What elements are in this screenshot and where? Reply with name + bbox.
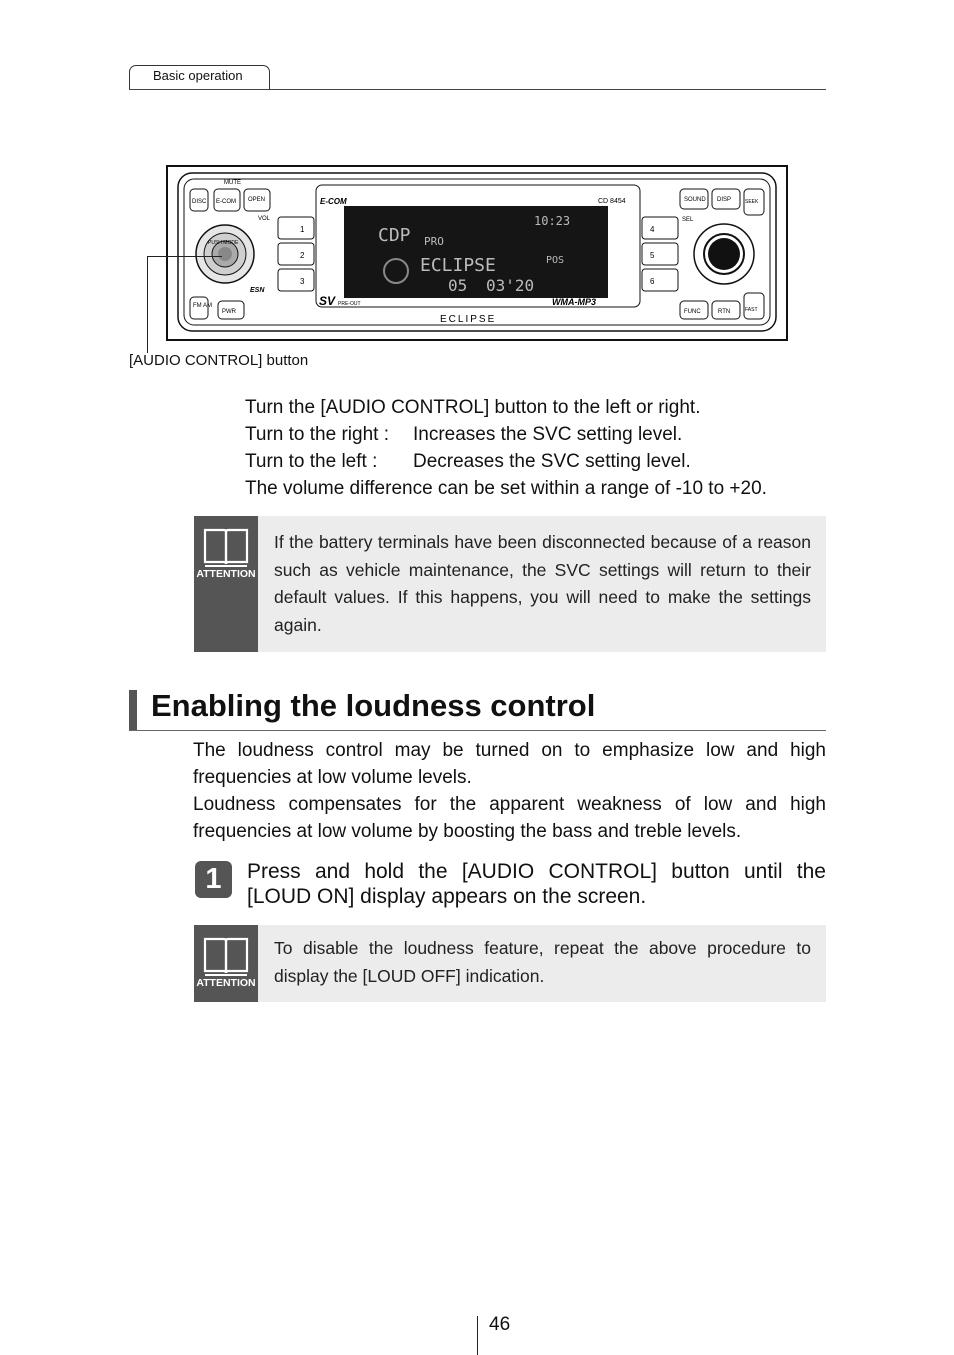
- heading-bar: [129, 690, 137, 730]
- callout-leader-line: [147, 256, 222, 257]
- attention-text-2: To disable the loudness feature, repeat the above procedure to display the [LOUD OFF] indication.: [274, 938, 811, 986]
- preset-5: 5: [650, 251, 655, 260]
- section-tab: Basic operation: [129, 65, 270, 89]
- display-title: ECLIPSE: [420, 255, 496, 276]
- preset-buttons-right: [642, 217, 678, 291]
- instruction-left: [245, 448, 691, 475]
- disc-button-label: DISC: [192, 199, 207, 205]
- ecom-button-label: E-COM: [216, 199, 236, 205]
- preset-2: 2: [300, 251, 305, 260]
- pwr-button-label: PWR: [222, 309, 236, 315]
- ecom-logo: E-COM: [320, 197, 347, 206]
- book-icon: [202, 526, 250, 568]
- step-number: 1: [195, 861, 232, 898]
- sound-button-label: SOUND: [684, 197, 706, 203]
- rtn-button-label: RTN: [718, 309, 731, 315]
- attention-text: If the battery terminals have been disconnected because of a reason such as vehicle maintenance, the SVC settings will return to their default values. If this happens, you will need to make the settings again.: [274, 532, 811, 635]
- instruction-range-note: The volume difference can be set within a range of -10 to +20.: [245, 478, 767, 499]
- brand-logo: ECLIPSE: [440, 314, 497, 325]
- display-clock: 10:23: [534, 214, 571, 228]
- attention-sidebar-2: [194, 925, 258, 1002]
- attention-box-2: [194, 925, 826, 1002]
- instruction-left-label: Turn to the left :: [245, 451, 378, 472]
- heading-rule: [129, 730, 826, 731]
- fmam-button-label: FM AM: [193, 303, 212, 309]
- disp-button-label: DISP: [717, 197, 732, 203]
- instruction-intro: Turn the [AUDIO CONTROL] button to the left or right.: [245, 397, 701, 418]
- fast-button-label: FAST: [745, 307, 758, 313]
- display-track: 05: [448, 276, 468, 295]
- esn-label: ESN: [250, 287, 265, 294]
- instruction-left-text: Decreases the SVC setting level.: [413, 451, 691, 472]
- attention-label-2: ATTENTION: [196, 977, 256, 989]
- attention-sidebar: [194, 516, 258, 652]
- mute-label: MUTE: [224, 180, 241, 186]
- svc-logo: SV: [319, 294, 336, 308]
- preset-4: 4: [650, 225, 655, 234]
- wma-logo: WMA-MP3: [552, 297, 596, 307]
- section-paragraph-2: Loudness compensates for the apparent weakness of low and high frequencies at low volume by boosting the bass and treble levels.: [193, 794, 826, 843]
- sel-label: SEL: [682, 217, 694, 223]
- page-number-rule: [477, 1316, 478, 1355]
- display-time: 03'20: [486, 276, 535, 295]
- preset-6: 6: [650, 277, 655, 286]
- section-title: Enabling the loudness control: [151, 688, 596, 723]
- knob-label: PUSH MODE: [208, 240, 239, 246]
- header-rule: [129, 89, 826, 90]
- book-icon: [202, 935, 250, 977]
- display-pro: PRO: [424, 235, 444, 248]
- display-mode: CDP: [378, 225, 411, 246]
- preset-buttons-left: [278, 217, 314, 291]
- instruction-right-text: Increases the SVC setting level.: [413, 424, 683, 445]
- preset-3: 3: [300, 277, 305, 286]
- preset-1: 1: [300, 225, 305, 234]
- open-button-label: OPEN: [248, 197, 266, 203]
- right-control-knob: [694, 224, 754, 284]
- display-pos: POS: [546, 255, 565, 266]
- figure-caption: [AUDIO CONTROL] button: [129, 352, 309, 369]
- attention-box: [194, 516, 826, 652]
- audio-control-knob: [196, 225, 254, 283]
- model-number: CD 8454: [598, 198, 626, 205]
- page-number: 46: [489, 1314, 511, 1335]
- vol-label: VOL: [258, 216, 271, 222]
- func-button-label: FUNC: [684, 309, 701, 315]
- section-paragraph-1: The loudness control may be turned on to emphasize low and high frequencies at low volume levels.: [193, 740, 826, 789]
- step-text: Press and hold the [AUDIO CONTROL] button until the [LOUD ON] display appears on the screen.: [247, 860, 826, 908]
- attention-label: ATTENTION: [196, 568, 256, 580]
- svc-sub-label: PRE-OUT: [338, 301, 361, 307]
- instruction-right-label: Turn to the right :: [245, 424, 389, 445]
- callout-leader-line-vertical: [147, 256, 148, 353]
- seek-button-label: SEEK: [745, 199, 759, 205]
- instruction-right: [245, 421, 682, 448]
- car-stereo-illustration: [166, 165, 788, 341]
